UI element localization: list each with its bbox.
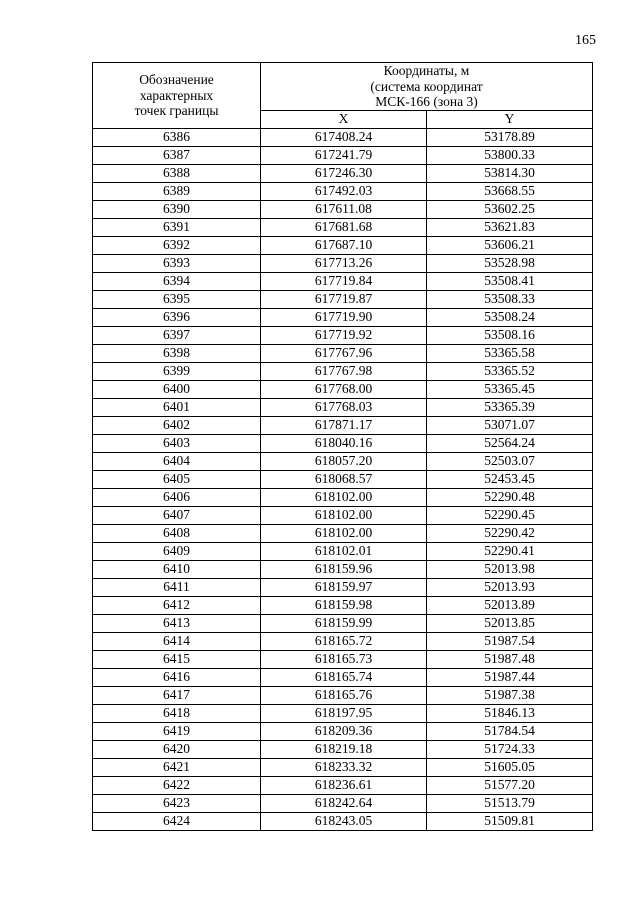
point-number-cell: 6387 bbox=[93, 146, 261, 164]
point-number-cell: 6417 bbox=[93, 686, 261, 704]
table-row bbox=[93, 182, 593, 200]
y-coordinate-cell: 51605.05 bbox=[427, 758, 593, 776]
table-row bbox=[93, 236, 593, 254]
y-coordinate-cell: 53365.39 bbox=[427, 398, 593, 416]
y-coordinate-cell: 51784.54 bbox=[427, 722, 593, 740]
x-coordinate-cell: 618165.76 bbox=[261, 686, 427, 704]
point-number-cell: 6392 bbox=[93, 236, 261, 254]
table-row bbox=[93, 416, 593, 434]
table-row bbox=[93, 452, 593, 470]
y-coordinate-cell: 51987.38 bbox=[427, 686, 593, 704]
y-coordinate-cell: 51509.81 bbox=[427, 812, 593, 830]
point-number-cell: 6403 bbox=[93, 434, 261, 452]
x-coordinate-cell: 617246.30 bbox=[261, 164, 427, 182]
point-number-cell: 6410 bbox=[93, 560, 261, 578]
x-coordinate-cell: 618159.99 bbox=[261, 614, 427, 632]
y-coordinate-cell: 52453.45 bbox=[427, 470, 593, 488]
x-coordinate-cell: 618165.74 bbox=[261, 668, 427, 686]
x-column-header: X bbox=[261, 110, 427, 128]
page-number: 165 bbox=[575, 33, 596, 48]
y-coordinate-cell: 53508.41 bbox=[427, 272, 593, 290]
point-number-cell: 6395 bbox=[93, 290, 261, 308]
table-row bbox=[93, 794, 593, 812]
table-row bbox=[93, 668, 593, 686]
x-coordinate-cell: 618159.97 bbox=[261, 578, 427, 596]
y-coordinate-cell: 51846.13 bbox=[427, 704, 593, 722]
point-number-cell: 6412 bbox=[93, 596, 261, 614]
x-coordinate-cell: 617713.26 bbox=[261, 254, 427, 272]
table-row bbox=[93, 740, 593, 758]
table-row bbox=[93, 398, 593, 416]
point-number-cell: 6421 bbox=[93, 758, 261, 776]
point-number-cell: 6399 bbox=[93, 362, 261, 380]
point-number-cell: 6413 bbox=[93, 614, 261, 632]
table-row bbox=[93, 326, 593, 344]
table-row bbox=[93, 650, 593, 668]
y-coordinate-cell: 52013.98 bbox=[427, 560, 593, 578]
point-number-cell: 6409 bbox=[93, 542, 261, 560]
table-row bbox=[93, 686, 593, 704]
table-row bbox=[93, 812, 593, 830]
point-number-cell: 6411 bbox=[93, 578, 261, 596]
point-header-line: характерных bbox=[139, 87, 214, 103]
x-coordinate-cell: 618243.05 bbox=[261, 812, 427, 830]
table-row bbox=[93, 578, 593, 596]
coordinates-table-body bbox=[93, 128, 593, 830]
point-number-cell: 6420 bbox=[93, 740, 261, 758]
point-number-cell: 6414 bbox=[93, 632, 261, 650]
table-row bbox=[93, 704, 593, 722]
point-number-cell: 6388 bbox=[93, 164, 261, 182]
y-coordinate-cell: 51987.54 bbox=[427, 632, 593, 650]
point-number-cell: 6391 bbox=[93, 218, 261, 236]
point-number-cell: 6386 bbox=[93, 128, 261, 146]
x-coordinate-cell: 618040.16 bbox=[261, 434, 427, 452]
table-row bbox=[93, 344, 593, 362]
table-row bbox=[93, 290, 593, 308]
x-coordinate-cell: 618102.00 bbox=[261, 488, 427, 506]
y-coordinate-cell: 52013.93 bbox=[427, 578, 593, 596]
point-number-cell: 6408 bbox=[93, 524, 261, 542]
point-number-cell: 6407 bbox=[93, 506, 261, 524]
point-number-cell: 6418 bbox=[93, 704, 261, 722]
table-row bbox=[93, 614, 593, 632]
point-number-cell: 6406 bbox=[93, 488, 261, 506]
table-row bbox=[93, 560, 593, 578]
y-coordinate-cell: 52503.07 bbox=[427, 452, 593, 470]
x-coordinate-cell: 618209.36 bbox=[261, 722, 427, 740]
x-coordinate-cell: 617768.03 bbox=[261, 398, 427, 416]
coord-header-line: МСК-166 (зона 3) bbox=[375, 94, 478, 109]
y-coordinate-cell: 51577.20 bbox=[427, 776, 593, 794]
x-coordinate-cell: 618233.32 bbox=[261, 758, 427, 776]
y-coordinate-cell: 53528.98 bbox=[427, 254, 593, 272]
y-coordinate-cell: 52290.41 bbox=[427, 542, 593, 560]
point-number-cell: 6424 bbox=[93, 812, 261, 830]
x-coordinate-cell: 618219.18 bbox=[261, 740, 427, 758]
point-number-cell: 6416 bbox=[93, 668, 261, 686]
x-coordinate-cell: 618102.00 bbox=[261, 506, 427, 524]
point-number-cell: 6423 bbox=[93, 794, 261, 812]
table-row bbox=[93, 200, 593, 218]
x-coordinate-cell: 617687.10 bbox=[261, 236, 427, 254]
x-coordinate-cell: 617719.92 bbox=[261, 326, 427, 344]
table-row bbox=[93, 542, 593, 560]
y-coordinate-cell: 51513.79 bbox=[427, 794, 593, 812]
point-number-cell: 6389 bbox=[93, 182, 261, 200]
point-number-cell: 6415 bbox=[93, 650, 261, 668]
point-number-cell: 6396 bbox=[93, 308, 261, 326]
x-coordinate-cell: 617719.87 bbox=[261, 290, 427, 308]
table-row bbox=[93, 380, 593, 398]
x-coordinate-cell: 618102.00 bbox=[261, 524, 427, 542]
table-row bbox=[93, 758, 593, 776]
x-coordinate-cell: 617241.79 bbox=[261, 146, 427, 164]
y-coordinate-cell: 52290.48 bbox=[427, 488, 593, 506]
y-coordinate-cell: 52013.89 bbox=[427, 596, 593, 614]
point-number-cell: 6390 bbox=[93, 200, 261, 218]
point-header-line: Обозначение bbox=[139, 72, 214, 87]
table-row bbox=[93, 776, 593, 794]
point-number-cell: 6397 bbox=[93, 326, 261, 344]
y-coordinate-cell: 51724.33 bbox=[427, 740, 593, 758]
x-coordinate-cell: 618159.98 bbox=[261, 596, 427, 614]
x-coordinate-cell: 617492.03 bbox=[261, 182, 427, 200]
x-coordinate-cell: 618197.95 bbox=[261, 704, 427, 722]
coord-header-line: Координаты, м bbox=[383, 63, 470, 78]
x-coordinate-cell: 617611.08 bbox=[261, 200, 427, 218]
table-row bbox=[93, 254, 593, 272]
coordinates-header bbox=[261, 63, 593, 111]
y-coordinate-cell: 53365.58 bbox=[427, 344, 593, 362]
x-coordinate-cell: 617767.96 bbox=[261, 344, 427, 362]
table-row bbox=[93, 632, 593, 650]
y-coordinate-cell: 53668.55 bbox=[427, 182, 593, 200]
x-coordinate-cell: 617767.98 bbox=[261, 362, 427, 380]
y-coordinate-cell: 53508.24 bbox=[427, 308, 593, 326]
y-coordinate-cell: 53606.21 bbox=[427, 236, 593, 254]
y-coordinate-cell: 53814.30 bbox=[427, 164, 593, 182]
point-number-cell: 6400 bbox=[93, 380, 261, 398]
y-coordinate-cell: 51987.44 bbox=[427, 668, 593, 686]
table-row bbox=[93, 146, 593, 164]
x-coordinate-cell: 618236.61 bbox=[261, 776, 427, 794]
table-row bbox=[93, 488, 593, 506]
table-row bbox=[93, 272, 593, 290]
x-coordinate-cell: 618242.64 bbox=[261, 794, 427, 812]
point-number-cell: 6398 bbox=[93, 344, 261, 362]
y-coordinate-cell: 53365.52 bbox=[427, 362, 593, 380]
table-row bbox=[93, 362, 593, 380]
table-row bbox=[93, 722, 593, 740]
x-coordinate-cell: 617871.17 bbox=[261, 416, 427, 434]
point-number-cell: 6405 bbox=[93, 470, 261, 488]
x-coordinate-cell: 618057.20 bbox=[261, 452, 427, 470]
x-coordinate-cell: 617768.00 bbox=[261, 380, 427, 398]
table-row bbox=[93, 470, 593, 488]
x-coordinate-cell: 617719.90 bbox=[261, 308, 427, 326]
x-coordinate-cell: 618068.57 bbox=[261, 470, 427, 488]
point-number-cell: 6401 bbox=[93, 398, 261, 416]
coord-header-line: (система координат bbox=[370, 78, 483, 94]
x-coordinate-cell: 618159.96 bbox=[261, 560, 427, 578]
table-row bbox=[93, 128, 593, 146]
y-coordinate-cell: 53602.25 bbox=[427, 200, 593, 218]
x-coordinate-cell: 618102.01 bbox=[261, 542, 427, 560]
point-number-cell: 6393 bbox=[93, 254, 261, 272]
y-coordinate-cell: 53508.33 bbox=[427, 290, 593, 308]
point-number-cell: 6402 bbox=[93, 416, 261, 434]
y-coordinate-cell: 53621.83 bbox=[427, 218, 593, 236]
x-coordinate-cell: 618165.72 bbox=[261, 632, 427, 650]
point-number-cell: 6404 bbox=[93, 452, 261, 470]
y-coordinate-cell: 53178.89 bbox=[427, 128, 593, 146]
y-coordinate-cell: 53071.07 bbox=[427, 416, 593, 434]
point-number-cell: 6422 bbox=[93, 776, 261, 794]
x-coordinate-cell: 617681.68 bbox=[261, 218, 427, 236]
y-coordinate-cell: 52564.24 bbox=[427, 434, 593, 452]
point-designation-header bbox=[93, 63, 261, 129]
y-coordinate-cell: 52013.85 bbox=[427, 614, 593, 632]
y-coordinate-cell: 53508.16 bbox=[427, 326, 593, 344]
coordinates-table bbox=[92, 62, 593, 831]
table-row bbox=[93, 164, 593, 182]
y-coordinate-cell: 51987.48 bbox=[427, 650, 593, 668]
y-coordinate-cell: 53365.45 bbox=[427, 380, 593, 398]
table-row bbox=[93, 596, 593, 614]
table-row bbox=[93, 524, 593, 542]
y-column-header: Y bbox=[427, 110, 593, 128]
y-coordinate-cell: 52290.45 bbox=[427, 506, 593, 524]
point-number-cell: 6394 bbox=[93, 272, 261, 290]
point-header-line: точек границы bbox=[134, 103, 219, 118]
table-row bbox=[93, 434, 593, 452]
y-coordinate-cell: 52290.42 bbox=[427, 524, 593, 542]
table-row bbox=[93, 308, 593, 326]
table-row bbox=[93, 218, 593, 236]
x-coordinate-cell: 618165.73 bbox=[261, 650, 427, 668]
point-number-cell: 6419 bbox=[93, 722, 261, 740]
x-coordinate-cell: 617408.24 bbox=[261, 128, 427, 146]
x-coordinate-cell: 617719.84 bbox=[261, 272, 427, 290]
table-row bbox=[93, 506, 593, 524]
y-coordinate-cell: 53800.33 bbox=[427, 146, 593, 164]
